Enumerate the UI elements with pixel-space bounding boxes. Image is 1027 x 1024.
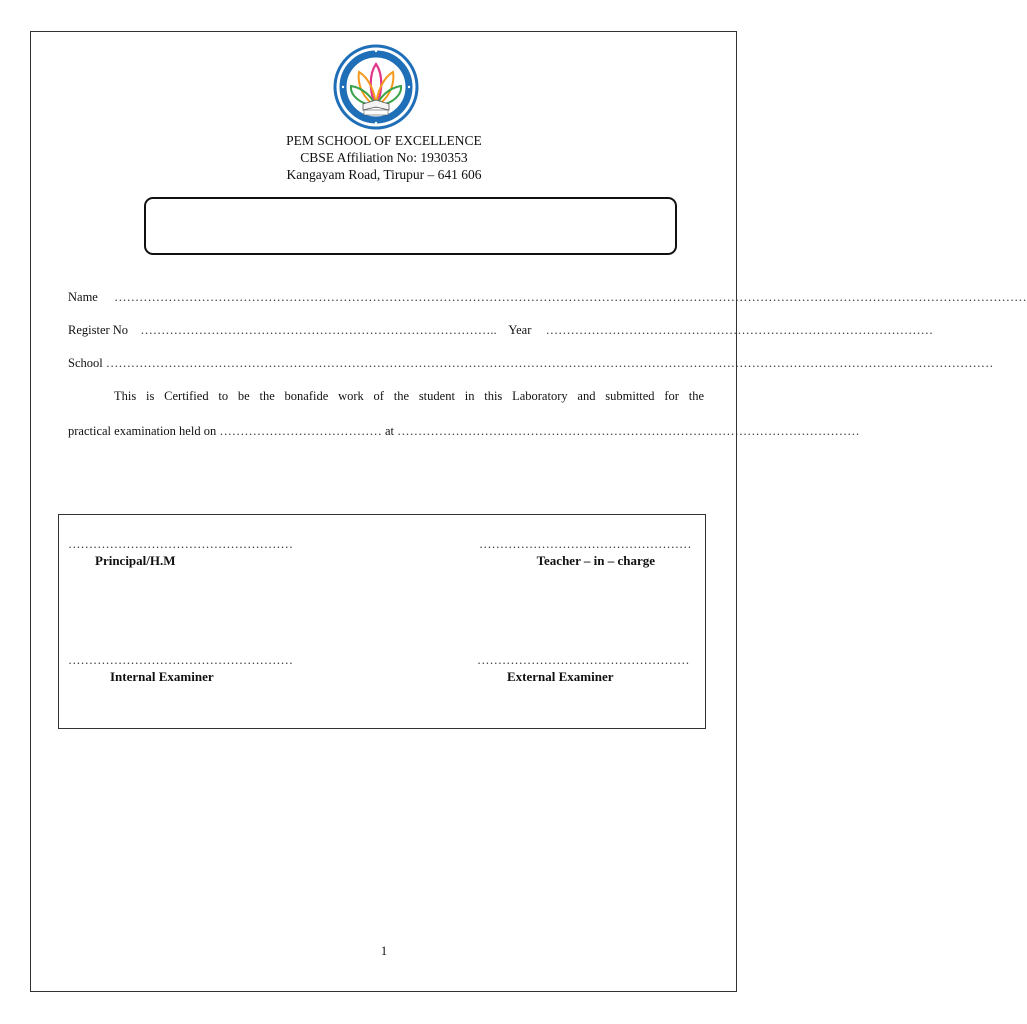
- affiliation-number: CBSE Affiliation No: 1930353: [300, 150, 468, 165]
- internal-examiner-label: Internal Examiner: [110, 669, 214, 684]
- at-label: at: [384, 424, 394, 438]
- exam-date-dots: …………………………………: [219, 424, 382, 438]
- title-box: [144, 197, 677, 255]
- teacher-signature-line: ……………………………………………: [479, 537, 692, 551]
- register-dots: …………………………………………………………………………..: [140, 323, 497, 337]
- teacher-in-charge-label: Teacher – in – charge: [536, 553, 655, 568]
- page-number: 1: [380, 944, 388, 958]
- external-examiner-label: External Examiner: [507, 669, 614, 684]
- internal-examiner-signature-line: ………………………………………………: [68, 653, 293, 667]
- principal-signature-line: ………………………………………………: [68, 537, 293, 551]
- signature-box: [58, 514, 706, 729]
- name-label: Name: [68, 290, 98, 304]
- school-name: PEM SCHOOL OF EXCELLENCE: [286, 133, 482, 148]
- school-dots: ……………………………………………………………………………………………………………………………………………………………………………………………: [105, 356, 994, 370]
- name-row: [68, 290, 1027, 305]
- year-dots: …………………………………………………………………………………: [545, 323, 934, 337]
- certificate-line-1: This is Certified to be the bonafide work of the student in this Laboratory and submitted for the: [114, 389, 704, 403]
- register-label: Register No: [68, 323, 129, 337]
- school-label: School: [68, 356, 103, 370]
- external-examiner-signature-line: ……………………………………………: [477, 653, 690, 667]
- exam-place-dots: …………………………………………………………………………………………………: [397, 424, 860, 438]
- school-emblem-icon: [333, 44, 419, 130]
- name-dots: …………………………………………………………………………………………………………………………………………………………………………………………………: [114, 290, 1027, 304]
- year-label: Year: [508, 323, 532, 337]
- school-address: Kangayam Road, Tirupur – 641 606: [286, 167, 482, 182]
- exam-held-label: practical examination held on: [68, 424, 217, 438]
- principal-label: Principal/H.M: [95, 553, 176, 568]
- school-row: [68, 356, 994, 371]
- register-row: [68, 323, 934, 338]
- certificate-line-2: [68, 424, 860, 439]
